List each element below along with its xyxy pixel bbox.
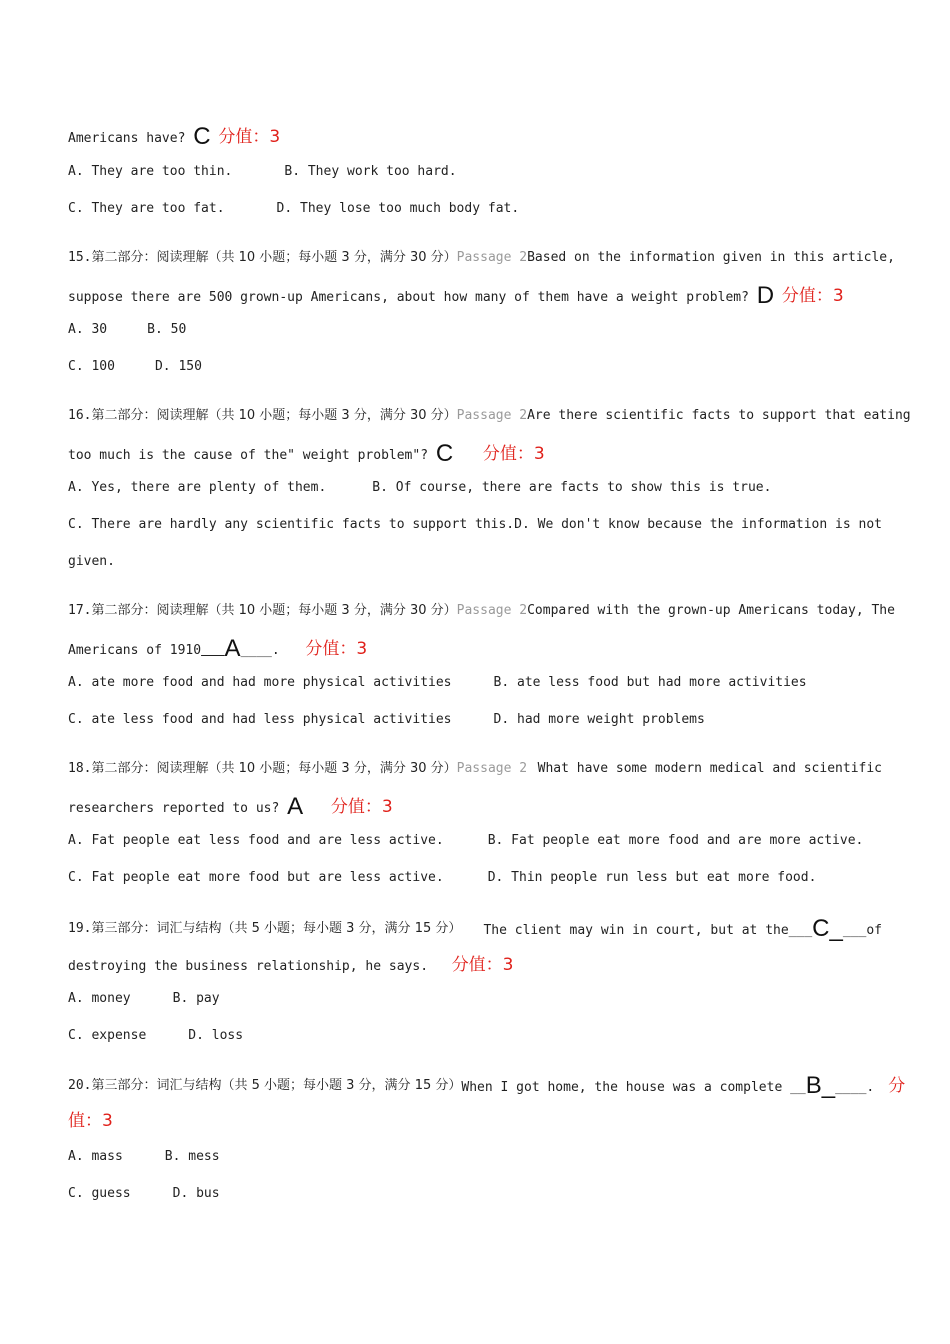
q20-option-b: B. mess xyxy=(164,1149,220,1164)
q16-option-d-tail: given. xyxy=(68,554,115,569)
q16-stem-text1: Are there scientific facts to support that eating xyxy=(527,408,911,423)
q20-options-row1 xyxy=(68,1148,220,1166)
q15-answer: D xyxy=(756,282,775,309)
q14-option-c: C. They are too fat. xyxy=(68,201,225,216)
q15-stem-line2 xyxy=(68,282,844,309)
q14-answer: C xyxy=(193,123,211,150)
q15-score: 分值：3 xyxy=(781,286,844,306)
q18-option-d: D. Thin people run less but eat more food. xyxy=(487,870,817,885)
q14-options-row2 xyxy=(68,200,519,218)
q18-option-a: A. Fat people eat less food and are less active. xyxy=(68,833,444,848)
q19-stem-text1: The client may win in court, but at the___ xyxy=(483,923,813,938)
q17-options-row1 xyxy=(68,674,807,692)
q20-stem-line2 xyxy=(68,1112,113,1132)
q17-option-d: D. had more weight problems xyxy=(493,712,705,727)
q20-stem-line1 xyxy=(68,1072,906,1099)
q18-section: 第二部分：阅读理解（共 10 小题；每小题 3 分，满分 30 分） xyxy=(91,761,457,776)
q14-option-a: A. They are too thin. xyxy=(68,164,233,179)
q19-option-b: B. pay xyxy=(172,991,220,1006)
q17-stem-text1: Compared with the grown-up Americans today, The xyxy=(527,603,895,618)
q15-option-d: D. 150 xyxy=(154,359,202,374)
q15-number: 15. xyxy=(68,250,92,265)
q15-stem-text1: Based on the information given in this article, xyxy=(527,250,895,265)
q17-number: 17. xyxy=(68,603,92,618)
q14-stem-text: Americans have? xyxy=(68,131,186,146)
q16-answer: C xyxy=(435,440,454,467)
q17-score: 分值：3 xyxy=(305,639,368,659)
q18-number: 18. xyxy=(68,761,92,776)
q15-passage: Passage 2 xyxy=(456,250,528,265)
q20-score-end: 值：3 xyxy=(68,1111,113,1131)
q15-stem-line1 xyxy=(68,249,895,267)
q16-passage: Passage 2 xyxy=(456,408,528,423)
q16-stem-line1 xyxy=(68,407,911,425)
q17-blank-tail: ____. xyxy=(240,643,280,658)
q16-option-a: A. Yes, there are plenty of them. xyxy=(68,480,327,495)
q16-options-row2 xyxy=(68,516,882,534)
q14-options-row1 xyxy=(68,163,457,181)
q15-option-b: B. 50 xyxy=(147,322,187,337)
q15-section: 第二部分：阅读理解（共 10 小题；每小题 3 分，满分 30 分） xyxy=(91,250,457,265)
q19-stem-text2: destroying the business relationship, he says. xyxy=(68,959,429,974)
q16-number: 16. xyxy=(68,408,92,423)
q17-option-a: A. ate more food and had more physical activities xyxy=(68,675,452,690)
q17-answer: A xyxy=(224,635,241,662)
q15-options-row1 xyxy=(68,321,186,339)
q17-option-c: C. ate less food and had less physical activities xyxy=(68,712,452,727)
q15-option-c: C. 100 xyxy=(68,359,115,374)
q17-passage: Passage 2 xyxy=(456,603,528,618)
q19-blank-tail: ___of xyxy=(842,923,882,938)
q16-stem-line2 xyxy=(68,440,545,467)
q18-stem-line2 xyxy=(68,793,393,820)
q19-options-row2 xyxy=(68,1027,243,1045)
q20-number: 20. xyxy=(68,1078,92,1093)
q16-option-d: D. We don't know because the information is not xyxy=(514,517,882,532)
q18-stem-line1 xyxy=(68,760,882,778)
q19-option-c: C. expense xyxy=(68,1028,147,1043)
q20-blank-tail: ____. xyxy=(835,1080,875,1095)
q17-stem-line1 xyxy=(68,602,895,620)
q19-stem-line1 xyxy=(68,915,882,942)
q15-stem-text2: suppose there are 500 grown-up Americans, about how many of them have a weight problem? xyxy=(68,290,749,305)
q20-section: 第三部分：词汇与结构（共 5 小题；每小题 3 分，满分 15 分） xyxy=(91,1078,462,1093)
q18-passage: Passage 2 xyxy=(456,761,528,776)
q19-stem-line2 xyxy=(68,956,514,976)
q17-stem-text2: Americans of 1910 xyxy=(68,643,202,658)
q18-answer: A xyxy=(287,793,304,820)
q18-options-row2 xyxy=(68,869,816,887)
q20-stem-text1: When I got home, the house was a complete __ xyxy=(461,1080,806,1095)
q18-option-b: B. Fat people eat more food and are more active. xyxy=(487,833,864,848)
q19-score: 分值：3 xyxy=(451,955,514,975)
q14-option-b: B. They work too hard. xyxy=(284,164,457,179)
q15-options-row2 xyxy=(68,358,202,376)
q20-score-start: 分 xyxy=(888,1076,906,1096)
q20-option-d: D. bus xyxy=(172,1186,220,1201)
q18-options-row1 xyxy=(68,832,863,850)
q16-section: 第二部分：阅读理解（共 10 小题；每小题 3 分，满分 30 分） xyxy=(91,408,457,423)
q20-options-row2 xyxy=(68,1185,220,1203)
q16-option-b: B. Of course, there are facts to show this is true. xyxy=(372,480,772,495)
q19-option-d: D. loss xyxy=(188,1028,244,1043)
q14-score: 分值：3 xyxy=(218,127,281,147)
q16-score: 分值：3 xyxy=(482,444,545,464)
q17-stem-line2 xyxy=(68,635,368,662)
q17-options-row2 xyxy=(68,711,705,729)
q18-stem-text1: What have some modern medical and scientific xyxy=(537,761,882,776)
q18-score: 分值：3 xyxy=(330,797,393,817)
q20-answer: B_ xyxy=(805,1072,836,1099)
q18-stem-text2: researchers reported to us? xyxy=(68,801,280,816)
q16-stem-text2: too much is the cause of the" weight problem"? xyxy=(68,448,429,463)
q14-stem-tail xyxy=(68,123,281,150)
q16-options-row1 xyxy=(68,479,771,497)
q19-answer: C_ xyxy=(812,915,843,942)
q19-section: 第三部分：词汇与结构（共 5 小题；每小题 3 分，满分 15 分） xyxy=(91,921,462,936)
q15-option-a: A. 30 xyxy=(68,322,108,337)
q18-option-c: C. Fat people eat more food but are less active. xyxy=(68,870,444,885)
q16-option-d-cont xyxy=(68,553,115,571)
q17-option-b: B. ate less food but had more activities xyxy=(493,675,807,690)
q19-options-row1 xyxy=(68,990,220,1008)
q19-option-a: A. money xyxy=(68,991,131,1006)
q20-option-a: A. mass xyxy=(68,1149,123,1164)
q14-option-d: D. They lose too much body fat. xyxy=(276,201,520,216)
q20-option-c: C. guess xyxy=(68,1186,131,1201)
q16-option-c: C. There are hardly any scientific facts to support this. xyxy=(68,517,515,532)
q19-number: 19. xyxy=(68,921,92,936)
q17-section: 第二部分：阅读理解（共 10 小题；每小题 3 分，满分 30 分） xyxy=(91,603,457,618)
